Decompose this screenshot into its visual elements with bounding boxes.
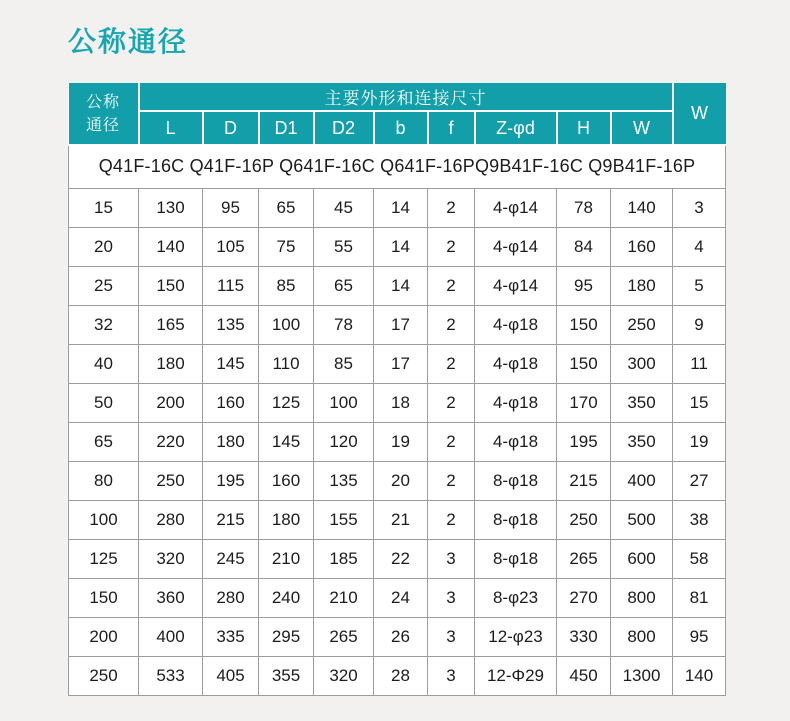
cell: 3	[428, 578, 475, 617]
cell: 160	[259, 461, 314, 500]
cell: 100	[69, 500, 139, 539]
cell: 14	[374, 188, 428, 227]
cell: 150	[557, 305, 611, 344]
cell: 165	[139, 305, 203, 344]
cell: 150	[557, 344, 611, 383]
cell: 250	[139, 461, 203, 500]
cell: 360	[139, 578, 203, 617]
cell: 180	[611, 266, 673, 305]
cell: 8-φ23	[475, 578, 557, 617]
cell: 135	[203, 305, 259, 344]
cell: 210	[259, 539, 314, 578]
cell: 2	[428, 422, 475, 461]
cell: 80	[69, 461, 139, 500]
cell: 1300	[611, 656, 673, 695]
cell: 155	[314, 500, 374, 539]
cell: 65	[259, 188, 314, 227]
cell: 2	[428, 383, 475, 422]
spec-table	[68, 83, 726, 696]
cell: 320	[139, 539, 203, 578]
cell: 14	[374, 227, 428, 266]
cell: 78	[557, 188, 611, 227]
cell: 245	[203, 539, 259, 578]
cell: 15	[69, 188, 139, 227]
cell: 180	[139, 344, 203, 383]
cell: 280	[203, 578, 259, 617]
cell: 20	[374, 461, 428, 500]
cell: 400	[139, 617, 203, 656]
cell: 195	[203, 461, 259, 500]
cell: 400	[611, 461, 673, 500]
column-header-H: H	[557, 111, 611, 145]
column-header-W: W	[611, 111, 673, 145]
cell: 150	[69, 578, 139, 617]
cell: 19	[374, 422, 428, 461]
column-header-Z-φd: Z-φd	[475, 111, 557, 145]
cell: 180	[203, 422, 259, 461]
table-row	[69, 578, 726, 617]
cell: 240	[259, 578, 314, 617]
cell: 12-φ23	[475, 617, 557, 656]
header-row-columns	[69, 111, 726, 145]
cell: 135	[314, 461, 374, 500]
table-row	[69, 422, 726, 461]
cell: 8-φ18	[475, 500, 557, 539]
cell: 22	[374, 539, 428, 578]
cell: 4-φ18	[475, 344, 557, 383]
dimensions-group-header: 主要外形和连接尺寸	[139, 83, 673, 111]
cell: 145	[203, 344, 259, 383]
cell: 265	[557, 539, 611, 578]
cell: 250	[611, 305, 673, 344]
model-names-cell: Q41F-16C Q41F-16P Q641F-16C Q641F-16PQ9B41F-16C Q9B41F-16P	[69, 145, 726, 188]
cell: 140	[611, 188, 673, 227]
cell: 2	[428, 266, 475, 305]
cell: 450	[557, 656, 611, 695]
cell: 65	[314, 266, 374, 305]
cell: 195	[557, 422, 611, 461]
cell: 14	[374, 266, 428, 305]
cell: 295	[259, 617, 314, 656]
cell: 55	[314, 227, 374, 266]
column-header-D1: D1	[259, 111, 314, 145]
cell: 335	[203, 617, 259, 656]
table-row	[69, 539, 726, 578]
cell: 3	[428, 656, 475, 695]
cell: 85	[259, 266, 314, 305]
cell: 11	[673, 344, 726, 383]
cell: 24	[374, 578, 428, 617]
cell: 533	[139, 656, 203, 695]
cell: 17	[374, 344, 428, 383]
cell: 25	[69, 266, 139, 305]
cell: 2	[428, 344, 475, 383]
cell: 58	[673, 539, 726, 578]
cell: 2	[428, 305, 475, 344]
cell: 78	[314, 305, 374, 344]
cell: 4-φ18	[475, 422, 557, 461]
cell: 320	[314, 656, 374, 695]
cell: 250	[69, 656, 139, 695]
cell: 26	[374, 617, 428, 656]
cell: 4-φ14	[475, 266, 557, 305]
table-row	[69, 461, 726, 500]
cell: 85	[314, 344, 374, 383]
table-row	[69, 617, 726, 656]
column-header-f: f	[428, 111, 475, 145]
cell: 75	[259, 227, 314, 266]
cell: 120	[314, 422, 374, 461]
cell: 105	[203, 227, 259, 266]
cell: 2	[428, 461, 475, 500]
cell: 800	[611, 578, 673, 617]
cell: 8-φ18	[475, 539, 557, 578]
cell: 405	[203, 656, 259, 695]
cell: 140	[673, 656, 726, 695]
cell: 17	[374, 305, 428, 344]
weight-column-header: W	[673, 83, 726, 145]
cell: 130	[139, 188, 203, 227]
cell: 32	[69, 305, 139, 344]
table-row	[69, 266, 726, 305]
cell: 3	[673, 188, 726, 227]
column-header-b: b	[374, 111, 428, 145]
table-row	[69, 188, 726, 227]
cell: 3	[428, 539, 475, 578]
cell: 84	[557, 227, 611, 266]
cell: 81	[673, 578, 726, 617]
cell: 21	[374, 500, 428, 539]
cell: 145	[259, 422, 314, 461]
cell: 2	[428, 188, 475, 227]
cell: 100	[259, 305, 314, 344]
cell: 210	[314, 578, 374, 617]
cell: 50	[69, 383, 139, 422]
cell: 3	[428, 617, 475, 656]
cell: 38	[673, 500, 726, 539]
cell: 27	[673, 461, 726, 500]
cell: 4-φ18	[475, 305, 557, 344]
cell: 330	[557, 617, 611, 656]
cell: 200	[69, 617, 139, 656]
header-row-group	[69, 83, 726, 111]
cell: 8-φ18	[475, 461, 557, 500]
cell: 4-φ14	[475, 188, 557, 227]
cell: 95	[673, 617, 726, 656]
cell: 40	[69, 344, 139, 383]
cell: 2	[428, 500, 475, 539]
cell: 125	[259, 383, 314, 422]
cell: 100	[314, 383, 374, 422]
cell: 350	[611, 422, 673, 461]
cell: 150	[139, 266, 203, 305]
table-row	[69, 500, 726, 539]
cell: 270	[557, 578, 611, 617]
cell: 4-φ18	[475, 383, 557, 422]
cell: 28	[374, 656, 428, 695]
cell: 215	[203, 500, 259, 539]
column-header-D: D	[203, 111, 259, 145]
cell: 9	[673, 305, 726, 344]
cell: 170	[557, 383, 611, 422]
cell: 160	[611, 227, 673, 266]
table-row	[69, 383, 726, 422]
cell: 355	[259, 656, 314, 695]
cell: 140	[139, 227, 203, 266]
cell: 95	[557, 266, 611, 305]
table-row	[69, 656, 726, 695]
table-header	[69, 83, 726, 145]
cell: 250	[557, 500, 611, 539]
cell: 95	[203, 188, 259, 227]
cell: 125	[69, 539, 139, 578]
cell: 65	[69, 422, 139, 461]
cell: 15	[673, 383, 726, 422]
cell: 600	[611, 539, 673, 578]
table-body	[69, 145, 726, 695]
cell: 5	[673, 266, 726, 305]
cell: 180	[259, 500, 314, 539]
cell: 4	[673, 227, 726, 266]
cell: 12-Φ29	[475, 656, 557, 695]
cell: 20	[69, 227, 139, 266]
cell: 160	[203, 383, 259, 422]
cell: 200	[139, 383, 203, 422]
page-title: 公称通径	[68, 26, 189, 57]
column-header-L: L	[139, 111, 203, 145]
nominal-diameter-header: 公称通径	[69, 83, 139, 145]
cell: 280	[139, 500, 203, 539]
cell: 220	[139, 422, 203, 461]
cell: 300	[611, 344, 673, 383]
column-header-D2: D2	[314, 111, 374, 145]
cell: 500	[611, 500, 673, 539]
cell: 110	[259, 344, 314, 383]
cell: 19	[673, 422, 726, 461]
cell: 215	[557, 461, 611, 500]
table-row	[69, 344, 726, 383]
cell: 45	[314, 188, 374, 227]
cell: 800	[611, 617, 673, 656]
cell: 350	[611, 383, 673, 422]
table-row	[69, 227, 726, 266]
cell: 18	[374, 383, 428, 422]
cell: 115	[203, 266, 259, 305]
model-row	[69, 145, 726, 188]
cell: 4-φ14	[475, 227, 557, 266]
cell: 185	[314, 539, 374, 578]
table-row	[69, 305, 726, 344]
cell: 265	[314, 617, 374, 656]
cell: 2	[428, 227, 475, 266]
